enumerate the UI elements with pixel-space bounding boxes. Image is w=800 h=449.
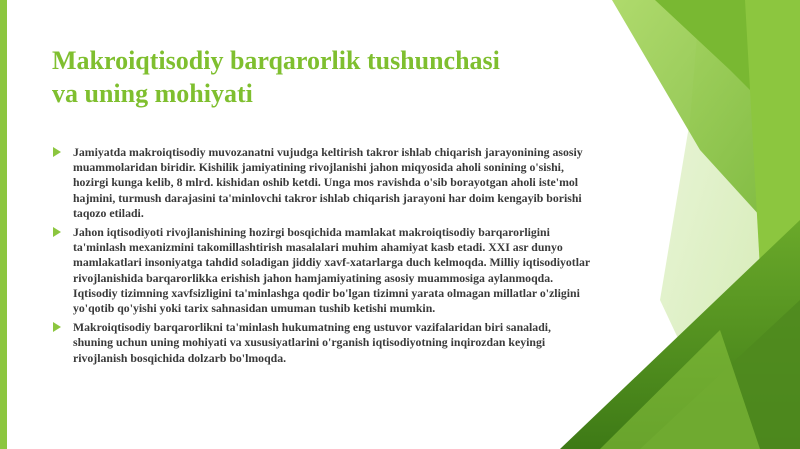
- bullet-text: Jamiyatda makroiqtisodiy muvozanatni vujudga keltirish takror ishlab chiqarish jarayonining asosiy muammolaridan biridir. Kishilik jamiyatining rivojlanishi jahon miqyosida aholi sonining o'sishi, hozirgi kunga kelib, 8 mlrd. kishidan oshib ketdi. Unga mos ravishda o'sib borayotgan aholi iste'mol hajmini, turmush darajasini ta'minlovchi takror ishlab chiqarish jarayoni har doim kengayib borishi taqozo etiladi.: [73, 145, 583, 220]
- triangle-bullet-icon: [52, 227, 62, 237]
- bullet-item: [52, 145, 592, 221]
- left-edge-strip: [0, 0, 7, 449]
- bullet-text: Jahon iqtisodiyoti rivojlanishining hozirgi bosqichida mamlakat makroiqtisodiy barqarorligini ta'minlash mexanizmini takomillashtirish masalalari muhim ahamiyat kasb etadi. XXI asr dunyo mamlakatlari insoniyatga tahdid soladigan jiddiy xavf-xatarlarga duch kelmoqda. Milliy iqtisodiyotlar rivojlanishida barqarorlikka erishish jahon hamjamiyatining asosiy muammosiga aylanmoqda. Iqtisodiy tizimning xavfsizligini ta'minlashga qodir bo'lgan tizimni yarata olmagan millatlar o'zligini yo'qotib qo'yishi yoki tarix sahnasidan umuman tushib ketishi mumkin.: [73, 225, 590, 316]
- slide-title: Makroiqtisodiy barqarorlik tushunchasi va uning mohiyati: [52, 46, 500, 108]
- bullet-text: Makroiqtisodiy barqarorlikni ta'minlash hukumatning eng ustuvor vazifalaridan biri sanaladi, shuning uchun uning mohiyati va xususiyatlarini o'rganish iqtisodiyotning inqirozdan keyingi rivojlanish bosqichida dolzarb bo'lmoqda.: [73, 320, 551, 365]
- bullet-item: [52, 225, 592, 316]
- bullet-item: [52, 320, 592, 366]
- triangle-bullet-icon: [52, 322, 62, 332]
- bullet-list: [52, 145, 592, 370]
- triangle-bullet-icon: [52, 147, 62, 157]
